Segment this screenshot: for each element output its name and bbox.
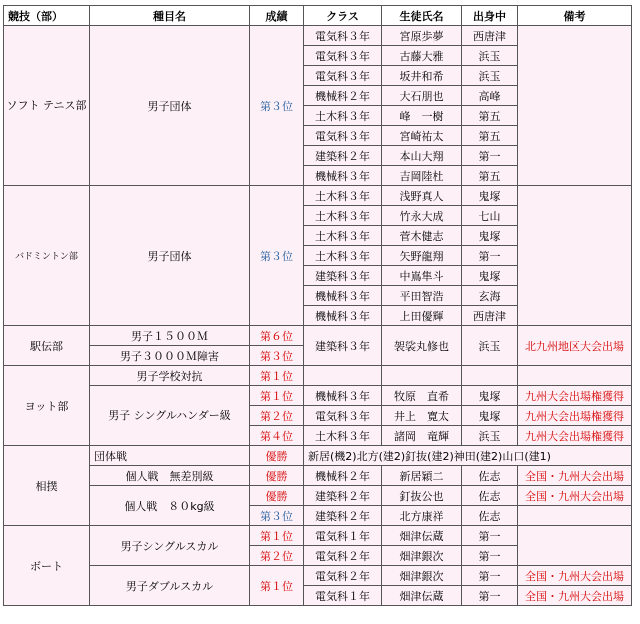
school-cell: 鬼塚 [462,186,518,206]
school-cell: 佐志 [462,506,518,526]
name-cell: 本山大翔 [382,146,462,166]
school-cell: 鬼塚 [462,226,518,246]
event-yacht-team: 男子学校対抗 [90,366,250,386]
result-boat-double: 第１位 [250,566,304,606]
sumo-team-members: 新居(機2)北方(建2)釘抜(建2)神田(建2)山口(建1) [304,446,632,466]
name-cell: 牧原 直希 [382,386,462,406]
note-softtennis [518,26,632,186]
results-table-wrapper [3,5,632,606]
name-cell: 吉岡陸杜 [382,166,462,186]
result-sumo-open: 優勝 [250,466,304,486]
event-sumo-open: 個人戦 無差別級 [90,466,250,486]
note-cell: 九州大会出場権獲得 [518,426,632,446]
class-cell: 土木科３年 [304,226,382,246]
class-cell: 機械科３年 [304,166,382,186]
class-cell: 建築科３年 [304,266,382,286]
table-row [4,366,632,386]
table-row [4,26,632,46]
name-cell: 新居穎二 [382,466,462,486]
name-cell: 畑津伝蔵 [382,586,462,606]
note-cell: 全国・九州大会出場 [518,486,632,506]
name-cell: 諸岡 竜輝 [382,426,462,446]
name-cell: 宮崎祐太 [382,126,462,146]
table-row [4,446,632,466]
header-name: 生徒氏名 [382,6,462,26]
school-cell: 浜玉 [462,426,518,446]
event-yacht-singlehander: 男子 シングルハンダー級 [90,386,250,446]
header-note: 備考 [518,6,632,26]
name-cell: 浅野真人 [382,186,462,206]
note-ekiden: 北九州地区大会出場 [518,326,632,366]
class-cell: 土木科３年 [304,426,382,446]
class-cell: 建築科３年 [304,326,382,366]
name-cell: 畑津銀次 [382,546,462,566]
name-cell: 峰 一樹 [382,106,462,126]
result-cell: 第４位 [250,426,304,446]
school-cell: 浜玉 [462,326,518,366]
name-cell: 畑津銀次 [382,566,462,586]
result-cell: 第１位 [250,526,304,546]
club-softtennis: ソフト テニス部 [4,26,90,186]
class-cell: 電気科１年 [304,586,382,606]
header-row [4,6,632,26]
note-cell: 九州大会出場権獲得 [518,386,632,406]
school-cell: 高峰 [462,86,518,106]
school-cell: 第一 [462,566,518,586]
note-cell: 全国・九州大会出場 [518,586,632,606]
result-badminton: 第３位 [250,186,304,326]
club-badminton: バドミントン部 [4,186,90,326]
school-cell: 七山 [462,206,518,226]
event-sumo-80kg: 個人戦 ８０kg級 [90,486,250,526]
school-cell: 第一 [462,246,518,266]
school-cell: 玄海 [462,286,518,306]
class-cell: 電気科２年 [304,566,382,586]
result-ekiden-3000: 第３位 [250,346,304,366]
school-cell: 第五 [462,126,518,146]
class-cell [304,366,382,386]
name-cell: 古藤大雅 [382,46,462,66]
school-cell: 鬼塚 [462,386,518,406]
class-cell: 土木科３年 [304,206,382,226]
result-ekiden-1500: 第６位 [250,326,304,346]
table-row [4,326,632,346]
name-cell: 平田智浩 [382,286,462,306]
class-cell: 建築科２年 [304,146,382,166]
table-row [4,186,632,206]
header-result: 成績 [250,6,304,26]
event-ekiden-1500: 男子１５００Ｍ [90,326,250,346]
name-cell: 坂井和希 [382,66,462,86]
school-cell [462,366,518,386]
note-cell: 九州大会出場権獲得 [518,406,632,426]
name-cell: 菅木健志 [382,226,462,246]
table-row [4,566,632,586]
school-cell: 浜玉 [462,46,518,66]
name-cell: 袈裟丸修也 [382,326,462,366]
school-cell: 第一 [462,546,518,566]
header-school: 出身中 [462,6,518,26]
school-cell: 第一 [462,526,518,546]
note-cell: 全国・九州大会出場 [518,566,632,586]
school-cell: 西唐津 [462,26,518,46]
event-badminton: 男子団体 [90,186,250,326]
name-cell: 中嶌隼斗 [382,266,462,286]
table-row [4,466,632,486]
name-cell: 畑津伝蔵 [382,526,462,546]
class-cell: 建築科２年 [304,506,382,526]
class-cell: 機械科３年 [304,286,382,306]
club-yacht: ヨット部 [4,366,90,446]
class-cell: 土木科３年 [304,186,382,206]
school-cell: 第五 [462,166,518,186]
class-cell: 土木科３年 [304,106,382,126]
class-cell: 機械科２年 [304,86,382,106]
name-cell [382,366,462,386]
class-cell: 電気科３年 [304,26,382,46]
result-cell: 第１位 [250,386,304,406]
school-cell: 鬼塚 [462,266,518,286]
school-cell: 西唐津 [462,306,518,326]
class-cell: 電気科３年 [304,46,382,66]
school-cell: 鬼塚 [462,406,518,426]
event-sumo-team: 団体戦 [90,446,250,466]
name-cell: 矢野龍翔 [382,246,462,266]
result-sumo-team: 優勝 [250,446,304,466]
class-cell: 電気科３年 [304,66,382,86]
school-cell: 第一 [462,146,518,166]
school-cell: 第一 [462,586,518,606]
header-event: 種目名 [90,6,250,26]
note-cell [518,366,632,386]
class-cell: 電気科３年 [304,126,382,146]
note-cell: 全国・九州大会出場 [518,466,632,486]
table-row [4,486,632,506]
note-cell [518,506,632,526]
result-softtennis: 第３位 [250,26,304,186]
name-cell: 竹永大成 [382,206,462,226]
header-class: クラス [304,6,382,26]
club-ekiden: 駅伝部 [4,326,90,366]
event-boat-double: 男子ダブルスカル [90,566,250,606]
note-boat-single [518,526,632,566]
class-cell: 電気科２年 [304,546,382,566]
name-cell: 宮原歩夢 [382,26,462,46]
result-cell: 第２位 [250,546,304,566]
event-softtennis: 男子団体 [90,26,250,186]
class-cell: 土木科３年 [304,246,382,266]
class-cell: 電気科１年 [304,526,382,546]
school-cell: 第五 [462,106,518,126]
name-cell: 井上 寛太 [382,406,462,426]
table-row [4,526,632,546]
results-table [3,5,632,606]
class-cell: 機械科３年 [304,306,382,326]
class-cell: 機械科２年 [304,466,382,486]
class-cell: 建築科２年 [304,486,382,506]
club-boat: ボート [4,526,90,606]
club-sumo: 相撲 [4,446,90,526]
name-cell: 釘抜公也 [382,486,462,506]
class-cell: 機械科３年 [304,386,382,406]
school-cell: 佐志 [462,466,518,486]
header-club: 競技（部） [4,6,90,26]
result-cell: 第３位 [250,506,304,526]
event-boat-single: 男子シングルスカル [90,526,250,566]
note-badminton [518,186,632,326]
name-cell: 上田優輝 [382,306,462,326]
class-cell: 電気科３年 [304,406,382,426]
school-cell: 佐志 [462,486,518,506]
event-ekiden-3000: 男子３０００Ｍ障害 [90,346,250,366]
table-row [4,386,632,406]
name-cell: 北方康祥 [382,506,462,526]
result-cell: 第２位 [250,406,304,426]
result-cell: 優勝 [250,486,304,506]
result-yacht-team: 第１位 [250,366,304,386]
school-cell: 浜玉 [462,66,518,86]
name-cell: 大石朋也 [382,86,462,106]
